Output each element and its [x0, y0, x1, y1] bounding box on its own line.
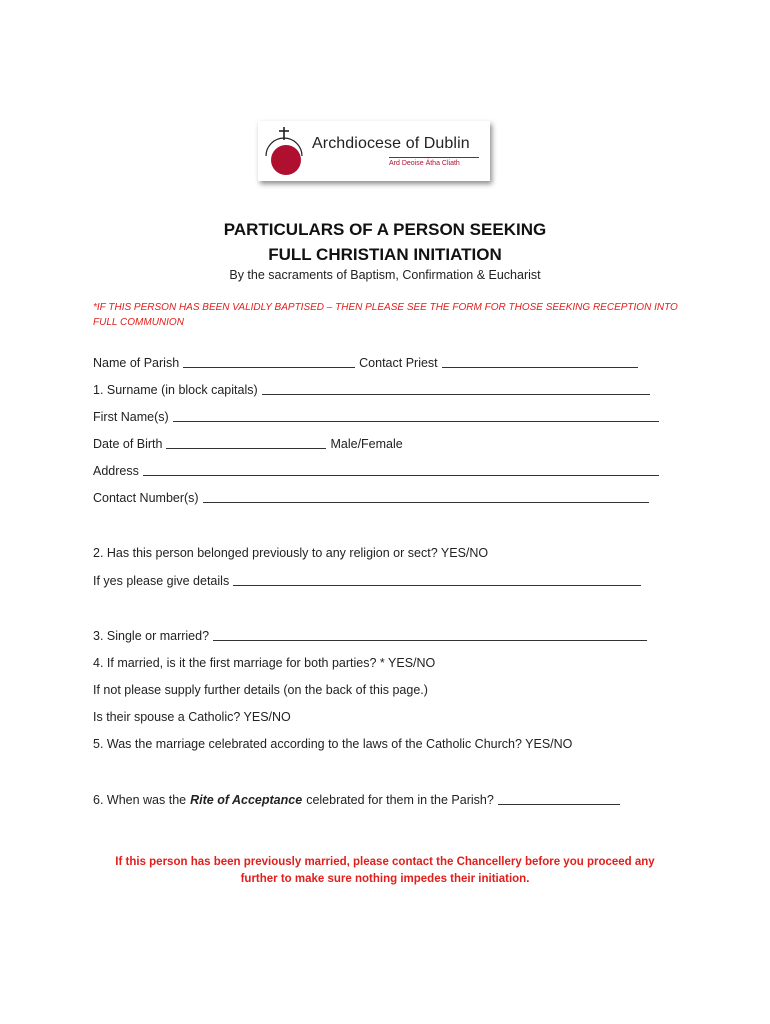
- cross-orb-icon: [262, 126, 308, 176]
- q2-text: 2. Has this person belonged previously to any religion or sect? YES/NO: [93, 546, 489, 560]
- chancellery-notice: [0, 854, 770, 888]
- address-row: [93, 463, 663, 478]
- q4-spouse-row: [93, 710, 291, 724]
- address-field[interactable]: [143, 463, 659, 476]
- logo-rule: [389, 157, 479, 158]
- logo-name: Archdiocese of Dublin: [312, 135, 470, 152]
- q3-text: 3. Single or married?: [93, 629, 210, 643]
- contact-field[interactable]: [203, 490, 649, 503]
- parish-row: [93, 355, 642, 370]
- contact-label: Contact Number(s): [93, 491, 199, 505]
- first-names-field[interactable]: [173, 409, 659, 422]
- diocese-logo: [258, 121, 490, 181]
- q6-field[interactable]: [498, 792, 620, 805]
- baptism-warning: *IF THIS PERSON HAS BEEN VALIDLY BAPTISED – THEN PLEASE SEE THE FORM FOR THOSE SEEKING RECEPTION INTO FULL COMMUNION: [93, 302, 678, 328]
- q5-text: 5. Was the marriage celebrated according to the laws of the Catholic Church? YES/NO: [93, 737, 573, 751]
- address-label: Address: [93, 464, 139, 478]
- q6-text-pre: 6. When was the: [93, 793, 187, 807]
- first-names-row: [93, 409, 663, 424]
- q6-text-post: celebrated for them in the Parish?: [306, 793, 494, 807]
- q4-note-text: If not please supply further details (on the back of this page.): [93, 683, 428, 697]
- sex-label: Male/Female: [330, 437, 403, 451]
- form-title-line1: PARTICULARS OF A PERSON SEEKING: [223, 220, 547, 239]
- surname-row: [93, 382, 654, 397]
- q3-row: [93, 628, 651, 643]
- logo-irish-name: Ard Deoise Átha Cliath: [389, 160, 460, 167]
- rite-of-acceptance: Rite of Acceptance: [190, 793, 303, 807]
- dob-field[interactable]: [166, 436, 326, 449]
- dob-row: [93, 436, 403, 451]
- q2-row: [93, 546, 488, 560]
- contact-row: [93, 490, 653, 505]
- dob-label: Date of Birth: [93, 437, 163, 451]
- q6-row: [93, 792, 624, 807]
- form-subtitle: By the sacraments of Baptism, Confirmation & Eucharist: [229, 268, 541, 282]
- q4-spouse-text: Is their spouse a Catholic? YES/NO: [93, 710, 291, 724]
- notice-line2: further to make sure nothing impedes their initiation.: [240, 873, 530, 885]
- q4-text: 4. If married, is it the first marriage for both parties? * YES/NO: [93, 656, 436, 670]
- q2-details-label: If yes please give details: [93, 574, 230, 588]
- q4-row: [93, 656, 435, 670]
- q2-details-row: [93, 573, 645, 588]
- surname-label: 1. Surname (in block capitals): [93, 383, 258, 397]
- notice-line1: If this person has been previously married, please contact the Chancellery before you proceed any: [115, 856, 655, 868]
- parish-field[interactable]: [183, 355, 355, 368]
- priest-field[interactable]: [442, 355, 638, 368]
- parish-label: Name of Parish: [93, 356, 180, 370]
- q4-note-row: [93, 683, 428, 697]
- form-title-line2: FULL CHRISTIAN INITIATION: [268, 245, 502, 264]
- surname-field[interactable]: [262, 382, 650, 395]
- q3-field[interactable]: [213, 628, 647, 641]
- q5-row: [93, 737, 572, 751]
- first-names-label: First Name(s): [93, 410, 169, 424]
- priest-label: Contact Priest: [359, 356, 438, 370]
- q2-details-field[interactable]: [233, 573, 641, 586]
